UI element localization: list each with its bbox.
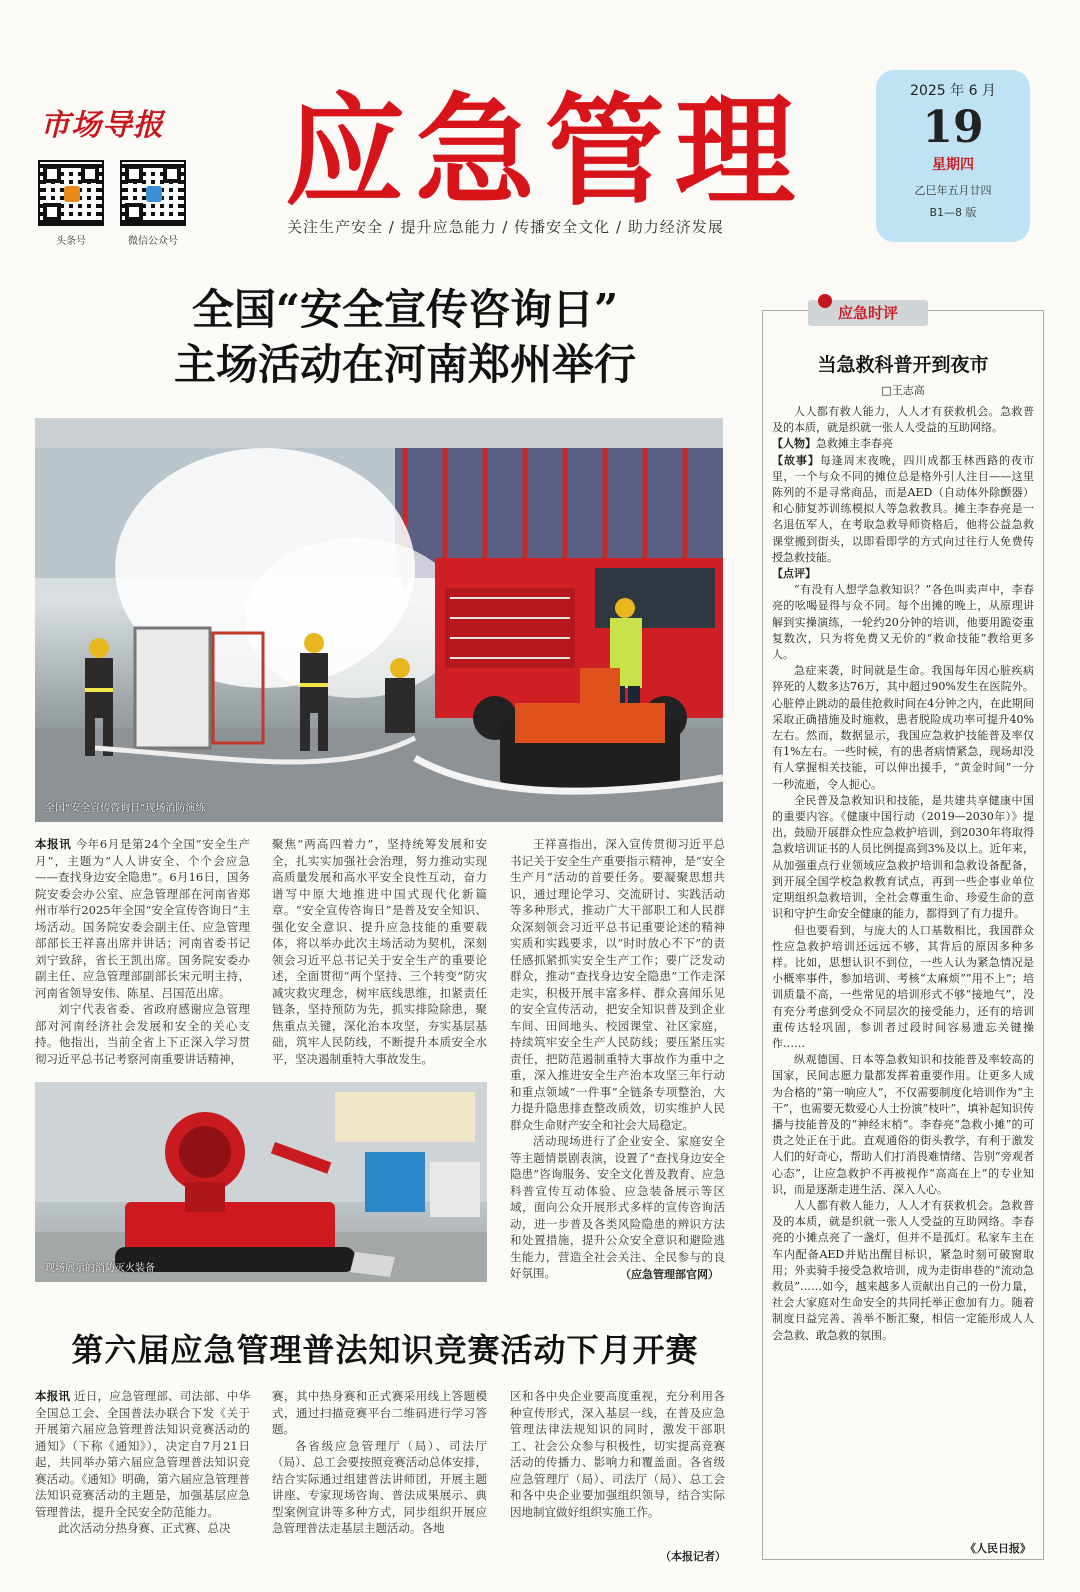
main-headline[interactable] (80, 282, 730, 392)
commentary-p4: 全民普及急救知识和技能，是共建共享健康中国的重要内容。《健康中国行动（2019—2030年）》提出，鼓励开展群众性应急救护培训，到2030年将取得急救培训证书的人员比例提高到3%及以上。近年来，从加强重点行业领域应急救护培训和急救设备配备，到开展全国学校急救教育试点，再到一些企事业单位定期组织急救培训，全社会尊重生命、珍爱生命的意识和守护生命安全健康的能力，都得到了有力提升。 (772, 793, 1034, 921)
qr-code-toutiao[interactable] (38, 160, 104, 226)
section-title: 应急管理 (285, 81, 805, 222)
main-story-lead: 本报讯 (35, 837, 72, 851)
commentary-label-comment: 【点评】 (772, 567, 816, 581)
main-story-source: （应急管理部官网） (620, 1268, 719, 1281)
second-story-col2 (272, 1388, 487, 1537)
main-headline-line1: 全国“安全宣传咨询日” (191, 285, 619, 334)
photo2-caption: 现场展示的消防灭火装备 (45, 1263, 155, 1274)
date-box (876, 70, 1030, 242)
photo1-caption: 全国“安全宣传咨询日”现场消防演练 (45, 803, 206, 814)
second-story-source: （本报记者） (660, 1550, 726, 1563)
date-lunar: 乙巳年五月廿四 (914, 184, 992, 198)
page-range: B1—8 版 (929, 206, 977, 220)
commentary-story: 每逢周末夜晚，四川成都玉林西路的夜市里，一个与众不同的摊位总是格外引人注目——这里陈列的不是寻常商品，而是AED（自动体外除颤器）和心肺复苏训练模拟人等急救教具。摊主李春亮是一名退伍军人，在考取急救导师资格后，他将公益急救课堂搬到街头，以即看即学的方式向过往行人免费传授急救技能。 (772, 453, 1035, 564)
date-weekday: 星期四 (932, 157, 974, 174)
commentary-p6: 纵观德国、日本等急救知识和技能普及率较高的国家，民间志愿力量都发挥着重要作用。让更多人成为合格的“第一响应人”，不仅需要制度化培训作为“主干”，也需要无数爱心人士扮演“枝叶”，填补起知识传播与技能普及的“神经末梢”。李春亮“急救小摊”的可贵之处正在于此。直观通俗的街头教学，有利于激发人们的好奇心，帮助人们打消畏难情绪、告别“旁观者心态”，让应急救护不再被视作“高高在上”的专业知识，而是逐渐走进生活、深入人心。 (772, 1053, 1034, 1196)
slogan: 关注生产安全 / 提升应急能力 / 传播安全文化 / 助力经济发展 (287, 218, 724, 236)
commentary-source: 《人民日报》 (965, 1542, 1031, 1555)
date-day: 19 (922, 102, 984, 153)
newspaper-logo[interactable]: 市场导报 (40, 108, 164, 143)
second-story-col1-text2: 此次活动分热身赛、正式赛、总决 (58, 1521, 231, 1535)
second-story-col1-text: 近日，应急管理部、司法部、中华全国总工会、全国普法办联合下发《关于开展第六届应急管理普法知识竞赛活动的通知》（下称《通知》），决定自7月21日起，共同举办第六届应急管理普法知识竞赛活动。《通知》明确，第六届应急管理普法知识竞赛活动的主题是，加强基层应急管理普法，提升全民安全防范能力。 (35, 1389, 251, 1519)
commentary-tag-icon (818, 294, 832, 308)
commentary-p3: 急症来袭，时间就是生命。我国每年因心脏疾病猝死的人数多达76万，其中超过90%发生在医院外。心脏停止跳动的最佳抢救时间在4分钟之内，在此期间采取正确措施及时施救，患者脱险成功率可提升40%左右。然而，数据显示，我国应急救护技能普及率仅有1%左右。一些时候，有的患者病情紧急，现场却没有人掌握相关技能，可以伸出援手，“黄金时间”一分一秒流逝，令人扼心。 (772, 664, 1034, 791)
main-story-col1 (35, 836, 250, 1067)
commentary-story-line (772, 453, 1034, 566)
qr-label-wechat: 微信公众号 (128, 236, 178, 247)
second-story-lead: 本报讯 (35, 1389, 71, 1403)
second-story-col2-text: 赛，其中热身赛和正式赛采用线上答题模式，通过扫描竞赛平台二维码进行学习答题。 (272, 1389, 487, 1436)
commentary-label-person: 【人物】 (772, 437, 816, 451)
qr-label-toutiao: 头条号 (56, 236, 86, 247)
main-headline-line2: 主场活动在河南郑州举行 (173, 340, 636, 389)
commentary-body (772, 404, 1034, 1344)
main-story-col2: 聚焦“两高四着力”，坚持统筹发展和安全，扎实实加强社会治理，努力推动实现高质量发展和高水平安全良性互动，奋力谱写中原大地推进中国式现代化新篇章。“安全宣传咨询日”是普及安全知识、强化安全意识、提升应急技能的重要载体，将以举办此次主场活动为契机，深刻领会习近平总书记关于安全生产的重要论述，全面贯彻“两个坚持、三个转变”防灾减灾救灾理念，树牢底线思维，扣紧责任链条，坚持预防为先，抓实排险除患，聚焦重点关键，深化治本攻坚，夯实基层基础，筑牢人民防线，不断提升本质安全水平，坚决遏制重特大事故发生。 (272, 837, 487, 1066)
qr-code-wechat[interactable] (120, 160, 186, 226)
second-story-col1 (35, 1388, 250, 1537)
commentary-p5: 但也要看到，与庞大的人口基数相比，我国群众性应急救护培训还远远不够，其背后的原因多种多样。比如，思想认识不到位，一些人认为紧急情况是小概率事件，参加培训、考核“太麻烦”“用不上”；培训质量不高，一些常见的培训形式不够“接地气”，没有充分考虑到受众不同层次的接受能力，还有的培训重传达轻巩固，参训者过段时间容易遗忘关键操作…… (772, 923, 1034, 1050)
commentary-p1: 人人都有救人能力，人人才有获救机会。急救普及的本质，就是织就一张人人受益的互助网络。 (772, 405, 1034, 435)
main-story-col3 (510, 836, 725, 1282)
second-headline[interactable]: 第六届应急管理普法知识竞赛活动下月开赛 (71, 1331, 699, 1369)
main-story-col1-text: 今年6月是第24个全国“安全生产月”，主题为“人人讲安全、个个会应急——查找身边安全隐患”。6月16日，国务院安委会办公室、应急管理部在河南省郑州市举行2025年全国“安全宣传咨询日”主场活动。国务院安委会副主任、应急管理部部长王祥喜出席并讲话；河南省委书记刘宁致辞，省长王凯出席。国务院安委办副主任、应急管理部副部长宋元明主持，河南省领导安伟、陈星、吕国范出席。 (35, 837, 251, 1000)
commentary-p2: “有没有人想学急救知识？”各色叫卖声中，李春亮的吆喝显得与众不同。每个出摊的晚上，从原理讲解到实操演练，一轮约20分钟的培训，他要用跪姿重复数次，只为将免费又无价的“救命技能”教给更多人。 (772, 583, 1034, 662)
second-story-col3: 区和各中央企业要高度重视，充分利用各种宣传形式，深入基层一线，在普及应急管理法律法规知识的同时，激发干部职工、社会公众参与积极性，切实提高竞赛活动的传播力、影响力和覆盖面。各省级应急管理厅（局）、司法厅（局）、总工会和各中央企业要加强组织领导，结合实际因地制宜做好组织实施工作。 (510, 1389, 725, 1519)
main-story-col3-text2: 活动现场进行了企业安全、家庭安全等主题情景剧表演，设置了“查找身边安全隐患”咨询服务、安全文化普及教育、应急科普宣传互动体验、应急装备展示等区域，面向公众开展形式多样的宣传咨询活动，进一步普及各类风险隐患的辨识方法和处置措施，提升公众安全意识和避险逃生能力，营造全社会关注、全民参与的良好氛围。 (510, 1134, 725, 1280)
main-story-col3-text: 王祥喜指出，深入宣传贯彻习近平总书记关于安全生产重要指示精神，是“安全生产月”活动的首要任务。要凝聚思想共识，通过理论学习、交流研讨、实践活动等多种形式，推动广大干部职工和人民群众深刻领会习近平总书记重要论述的精神实质和实践要求，以“时时放心不下”的责任感抓紧抓实安全生产工作；要广泛发动群众，推动“查找身边安全隐患”工作走深走实，积极开展丰富多样、群众喜闻乐见的安全宣传活动，把安全知识普及到企业车间、田间地头、校园课堂、社区家庭，持续筑牢安全生产人民防线；要压紧压实责任，把防范遏制重特大事故作为重中之重，深入推进安全生产治本攻坚三年行动和重点领域“一件事”全链条专项整治，大力提升隐患排查整改质效，切实维护人民群众生命财产安全和社会大局稳定。 (510, 837, 725, 1132)
commentary-title[interactable]: 当急救科普开到夜市 (817, 354, 989, 376)
commentary-label-story: 【故事】 (772, 453, 820, 467)
commentary-tag: 应急时评 (808, 300, 928, 326)
commentary-person: 急救摊主李春亮 (816, 437, 893, 451)
commentary-author: □王志高 (881, 384, 925, 397)
masthead (0, 0, 1080, 265)
main-story-col1-text2: 刘宁代表省委、省政府感谢应急管理部对河南经济社会发展和安全的关心支持。他指出，当前全省上下正深入学习贯彻习近平总书记考察河南重要讲话精神， (35, 1002, 250, 1066)
second-story-col2-text2: 各省级应急管理厅（局）、司法厅（局）、总工会要按照竞赛活动总体安排，结合实际通过组建普法讲师团，开展主题讲座、专家现场咨询、普法成果展示、典型案例宣讲等多种方式，同步组织开展应急管理普法走基层主题活动。各地 (272, 1438, 487, 1535)
date-year-month: 2025 年 6 月 (910, 83, 996, 99)
commentary-p7: 人人都有救人能力，人人才有获救机会。急救普及的本质，就是织就一张人人受益的互助网络。李春亮的小摊点亮了一盏灯，但并不是孤灯。私家车主在车内配备AED并贴出醒目标识，紧急时刻可破窗取用；外卖骑手接受急救培训，成为走街串巷的“流动急救员”……如今，越来越多人贡献出自己的一份力量，社会大家庭对生命安全的共同托举正愈加有力。随着制度日益完善、善举不断汇聚，相信一定能形成人人会急救、敢急救的氛围。 (772, 1198, 1034, 1342)
fire-equipment-illustration (35, 1082, 487, 1282)
fire-drill-illustration (35, 418, 723, 822)
photo-fire-drill[interactable] (35, 418, 723, 822)
photo-fire-equipment[interactable] (35, 1082, 487, 1282)
commentary-person-line (772, 436, 1034, 452)
